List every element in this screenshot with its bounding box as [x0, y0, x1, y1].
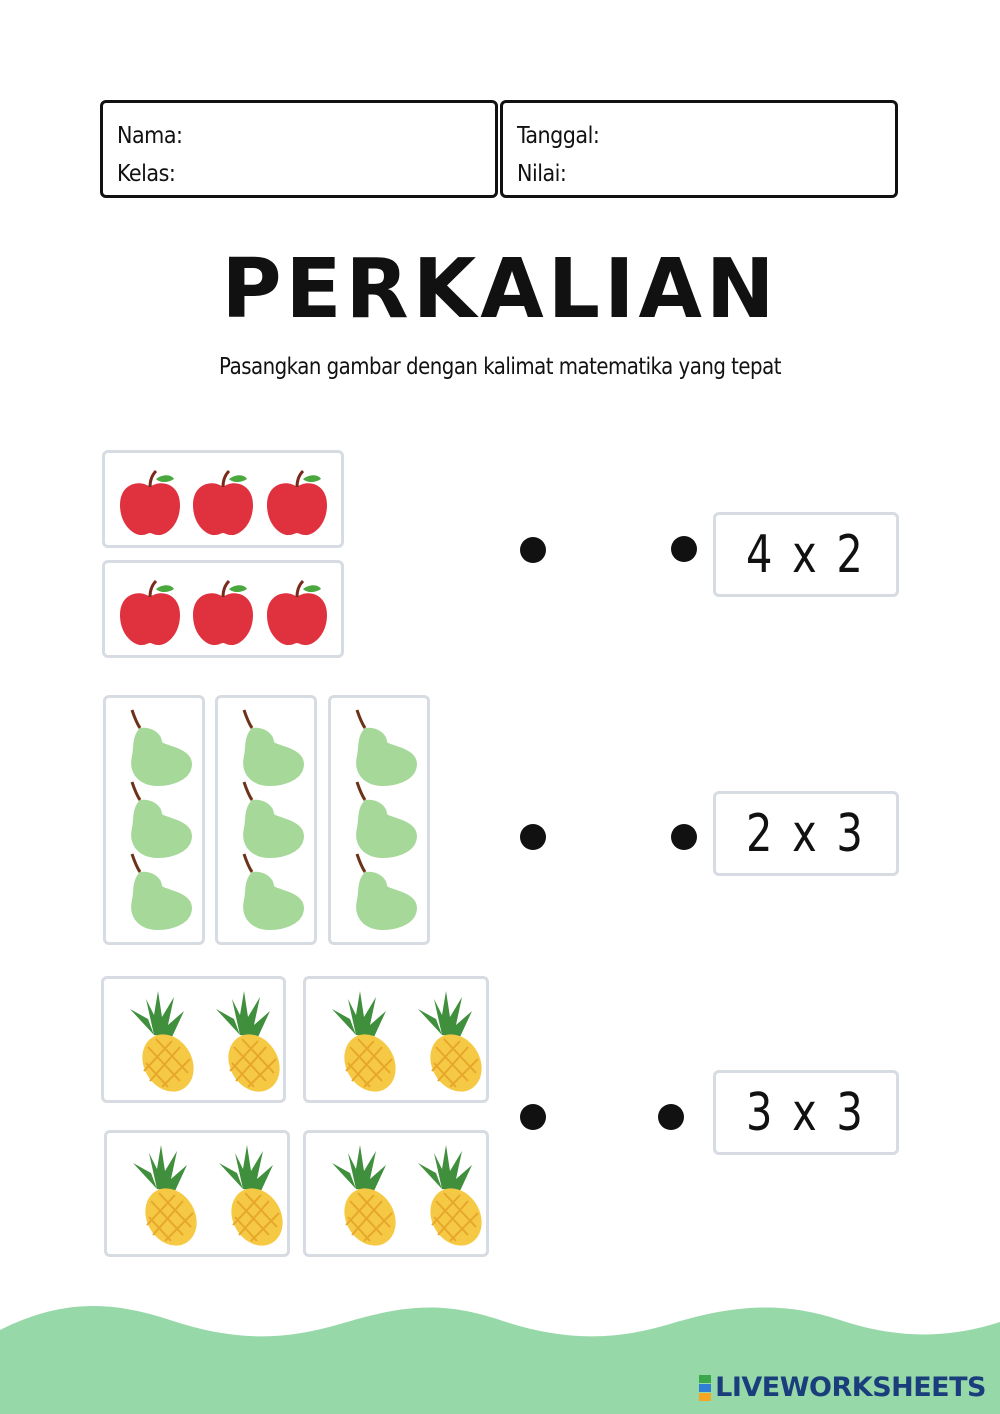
pineapple-card	[303, 1130, 489, 1257]
apple-row	[105, 563, 347, 661]
pear-icon	[131, 782, 192, 858]
match-dot-right-2[interactable]	[671, 824, 697, 850]
pineapple-pair	[107, 1133, 293, 1260]
answer-expression: 3 x 3	[746, 1082, 866, 1143]
class-label: Kelas:	[117, 161, 176, 187]
pineapple-icon	[216, 991, 289, 1101]
liveworksheets-icon	[699, 1375, 711, 1401]
pineapple-icon	[418, 1145, 492, 1255]
pear-icon	[131, 854, 192, 930]
match-dot-right-3[interactable]	[658, 1104, 684, 1130]
pineapple-card	[101, 976, 286, 1103]
answer-box[interactable]	[713, 1070, 899, 1155]
pineapple-pair	[104, 979, 289, 1106]
apple-icon	[267, 581, 327, 645]
pineapple-icon	[219, 1145, 293, 1255]
match-dot-left-2[interactable]	[520, 824, 546, 850]
instruction-text: Pasangkan gambar dengan kalimat matematika yang tepat	[219, 354, 781, 380]
pear-card	[215, 695, 317, 945]
apple-row	[105, 453, 347, 551]
pineapple-icon	[332, 991, 406, 1101]
answer-box[interactable]	[713, 512, 899, 597]
apple-icon	[267, 471, 327, 535]
pineapple-card	[303, 976, 489, 1103]
pear-icon	[243, 854, 304, 930]
match-dot-left-1[interactable]	[520, 537, 546, 563]
pear-column	[106, 698, 208, 948]
brand-logo	[699, 1372, 986, 1403]
pear-icon	[356, 854, 417, 930]
pineapple-icon	[332, 1145, 406, 1255]
brand-name: LIVEWORKSHEETS	[715, 1372, 986, 1403]
pear-icon	[131, 710, 192, 786]
pineapple-card	[104, 1130, 290, 1257]
student-info-box	[100, 100, 498, 198]
apple-icon	[193, 471, 253, 535]
pineapple-icon	[130, 991, 204, 1101]
match-dot-left-3[interactable]	[520, 1104, 546, 1130]
page-title: PERKALIAN	[221, 242, 779, 337]
pineapple-icon	[418, 991, 492, 1101]
match-dot-right-1[interactable]	[671, 536, 697, 562]
pear-icon	[243, 710, 304, 786]
pear-card	[328, 695, 430, 945]
score-label: Nilai:	[517, 161, 567, 187]
pear-card	[103, 695, 205, 945]
pineapple-pair	[306, 979, 492, 1106]
answer-expression: 2 x 3	[746, 803, 866, 864]
apple-icon	[120, 581, 180, 645]
pear-column	[218, 698, 320, 948]
date-label: Tanggal:	[517, 123, 600, 149]
pear-icon	[356, 782, 417, 858]
apple-icon	[120, 471, 180, 535]
apple-card	[102, 450, 344, 548]
pineapple-pair	[306, 1133, 492, 1260]
pineapple-icon	[133, 1145, 207, 1255]
apple-card	[102, 560, 344, 658]
date-score-box	[500, 100, 898, 198]
answer-box[interactable]	[713, 791, 899, 876]
pear-column	[331, 698, 433, 948]
name-label: Nama:	[117, 123, 183, 149]
pear-icon	[243, 782, 304, 858]
answer-expression: 4 x 2	[746, 524, 866, 585]
pear-icon	[356, 710, 417, 786]
apple-icon	[193, 581, 253, 645]
